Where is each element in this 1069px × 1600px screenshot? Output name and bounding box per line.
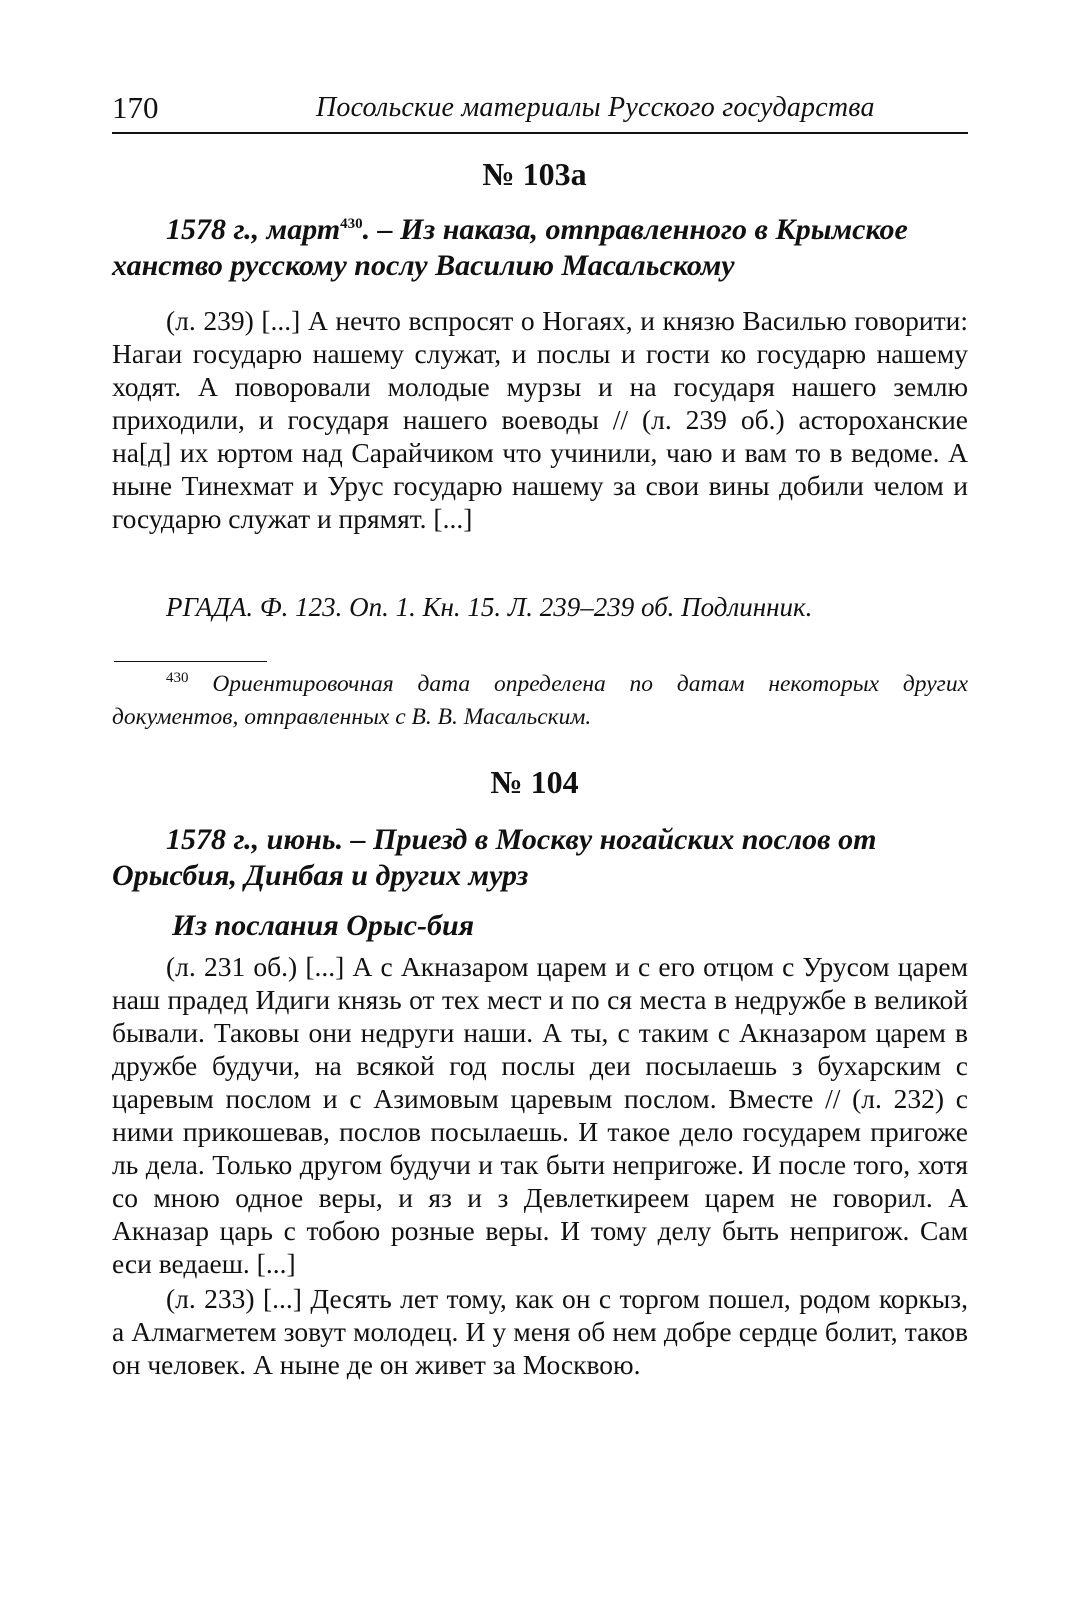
- document-body-103a: [112, 304, 968, 535]
- footnote-divider: [114, 661, 267, 662]
- body-paragraph: (л. 239) [...] А нечто вспросят о Ногаях, и князю Василью говорити: Нагаи государю нашему служат, и послы и гости ко государю нашему ходят. А поворовали молодые мурзы и на государя нашего землю приходили, и государя нашего воеводы // (л. 239 об.) астороханские на[д] их юртом над Сарайчиком что учинили, чаю и вам то в ведоме. А ныне Тинехмат и Урус государю нашему за свои вины добили челом и государю служат и прямят. [...]: [112, 305, 968, 534]
- running-title: Посольские материалы Русского государства: [316, 92, 875, 123]
- document-title-104: 1578 г., июнь. – Приезд в Москву ногайских послов от Орысбия, Динбая и других мурз: [112, 823, 877, 892]
- body-paragraph: (л. 231 об.) [...] А с Акназаром царем и с его отцом с Урусом царем наш прадед Идиги князь от тех мест и по ся места в недружбе в великой бывали. Таковы они недруги наши. А ты, с таким с Акназаром царем в дружбе будучи, на всякой год послы деи посылаешь з бухарским с царевым послом и с Азимовым царевым послом. Вместе // (л. 232) с ними прикошевав, послов посылаешь. И такое дело государем пригоже ль дела. Только другом будучи и так быти непригоже. И после того, хотя со мною одное веры, и яз и з Девлеткиреем царем не говорил. А Акназар царь с тобою розные веры. И тому делу быть непригож. Сам еси ведаеш. [...]: [112, 951, 968, 1279]
- footnote-reference[interactable]: 430: [340, 216, 363, 232]
- archive-reference: РГАДА. Ф. 123. Оп. 1. Кн. 15. Л. 239–239 об. Подлинник.: [166, 592, 813, 622]
- document-body-104: [112, 950, 968, 1381]
- document-subtitle-104: Из послания Орыс-бия: [172, 909, 475, 942]
- title-date: 1578 г., март: [166, 213, 341, 246]
- footnote: [112, 668, 968, 734]
- document-title-103a: [112, 212, 972, 284]
- page-header: [112, 88, 968, 134]
- document-number-103a: № 103а: [482, 156, 587, 192]
- page-number: 170: [112, 90, 159, 125]
- title-text: . – Из наказа, отправленного в Крымское ханство русскому послу Василию Масальскому: [112, 213, 908, 282]
- body-paragraph: (л. 233) [...] Десять лет тому, как он с торгом пошел, родом коркыз, а Алмагметем зовут молодец. И у меня об нем добре сердце болит, таков он человек. А ныне де он живет за Москвою.: [112, 1283, 968, 1380]
- footnote-number: 430: [166, 670, 189, 687]
- document-number-104: № 104: [490, 764, 579, 800]
- footnote-text: Ориентировочная дата определена по датам некоторых других документов, отправленных с В. В. Масальским.: [112, 671, 969, 730]
